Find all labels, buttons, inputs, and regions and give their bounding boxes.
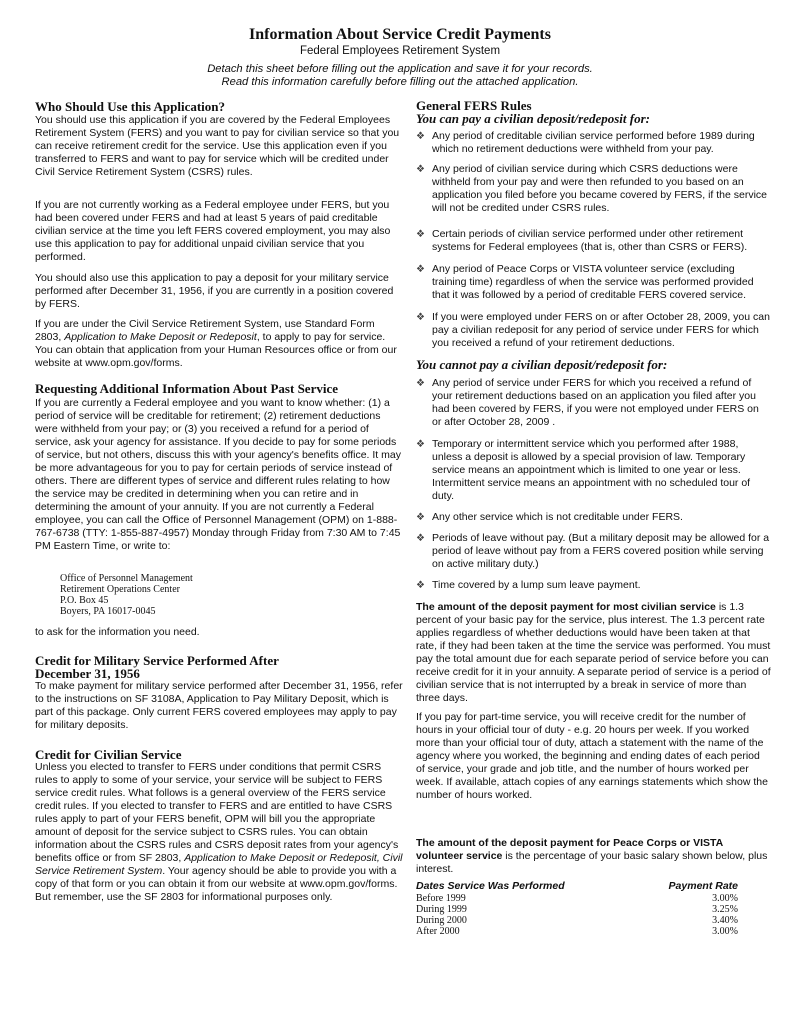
instruction-line-1: Detach this sheet before filling out the application and save it for your records. bbox=[207, 63, 593, 75]
page-title: Information About Service Credit Payments bbox=[249, 26, 551, 43]
text: is the percentage of your basic salary shown below, plus interest. bbox=[416, 850, 768, 875]
text: If you are under the Civil Service Retirement System, use Standard Form 2803, bbox=[35, 318, 375, 343]
bullet-star-icon: ❖ bbox=[416, 439, 425, 450]
who-paragraph-3: You should also use this application to pay a deposit for your military service performed after December 31, 1956, if you are currently in a position covered by FERS. bbox=[35, 272, 394, 310]
list-item bbox=[416, 438, 771, 503]
item-text: Any period of service under FERS for which you received a refund of your retirement deductions based on an application you filed after you had been covered by FERS, if you were not employed under FERS on or after October 28, 2009 . bbox=[432, 377, 759, 428]
who-paragraph-2: If you are not currently working as a Federal employee under FERS, but you had been covered under FERS and had at least 5 years of paid creditable civilian service at the time you left FERS covered employment, you may also use this application to pay for additional unpaid civilian service that you performed. bbox=[35, 199, 391, 263]
list-item bbox=[416, 163, 771, 215]
table-row bbox=[416, 926, 738, 937]
requesting-paragraph: If you are currently a Federal employee and you want to know whether: (1) a period of service will be creditable for retirement; (2) retirement deductions were withheld from your pay; or (3) you received a refund for a period of service, ask your agency for assistance. If you decide to pay for some periods of service, but not others, discuss this with your agency's benefits office. It may be more advantageous for you to pay for certain periods of service instead of others. There are different types of service and different rules relating to how the service may be credited in determining when you can retire and in determining the amount of your annuity. If you are not currently a Federal employee, you can call the Office of Personnel Management (OPM) on 1-888-767-6738 (TTY: 1-855-887-4957) Monday through Friday from 7:30 AM to 7:45 PM Eastern Time, or write to: bbox=[35, 397, 401, 552]
table-row bbox=[416, 893, 738, 904]
item-text: Any other service which is not creditable under FERS. bbox=[432, 511, 683, 523]
item-text: If you were employed under FERS on or after October 28, 2009, you can pay a civilian redeposit for any period of service under FERS for which you received a refund of your retirement deductions. bbox=[432, 311, 770, 349]
address-line: P.O. Box 45 bbox=[60, 595, 109, 606]
period: During 1999 bbox=[416, 904, 467, 915]
item-text: Any period of civilian service during which CSRS deductions were withheld from your pay and were then refunded to you based on an application you filed before you became covered by FERS, if the service will not be credited under CSRS rules. bbox=[432, 163, 768, 214]
text: is 1.3 percent of your basic pay for the service, plus interest. The 1.3 percent rate applies regardless of whether deductions would have been taken at that rate, if they had been taken at the time the service was performed. You must pay the total amount due for each separate period of service before you can receive credit for it in your annuity. A separate period of service is a period of civilian service that is not interrupted by a break in service of more than three days. bbox=[416, 601, 771, 704]
period: During 2000 bbox=[416, 915, 467, 926]
period: After 2000 bbox=[416, 926, 460, 937]
who-heading: Who Should Use this Application? bbox=[35, 99, 226, 114]
list-item bbox=[416, 130, 771, 156]
column-header-dates: Dates Service Was Performed bbox=[416, 880, 565, 892]
form-title: Application to Make Deposit or Redeposit, Civil Service Retirement System bbox=[35, 852, 403, 877]
who-paragraph-4 bbox=[35, 318, 403, 370]
who-paragraph-1: You should use this application if you are covered by the Federal Employees Retirement System (FERS) and you want to pay for civilian service so that you can receive retirement credit for the service. Use this application even if you transferred to FERS and want to pay for service which will be credited under Civil Service Retirement System (CSRS) rules. bbox=[35, 114, 400, 178]
column-header-rate: Payment Rate bbox=[668, 880, 738, 892]
rate: 3.40% bbox=[712, 915, 738, 926]
table-header-row bbox=[416, 880, 738, 893]
item-text: Any period of creditable civilian service performed before 1989 during which no retirement deductions were withheld from your pay. bbox=[432, 130, 755, 155]
bullet-star-icon: ❖ bbox=[416, 229, 425, 240]
instruction-line-2: Read this information carefully before filling out the attached application. bbox=[221, 76, 579, 88]
mailing-address bbox=[60, 573, 193, 617]
fers-heading: General FERS Rules bbox=[416, 98, 532, 113]
list-item bbox=[416, 579, 771, 592]
rate: 3.25% bbox=[712, 904, 738, 915]
period: Before 1999 bbox=[416, 893, 466, 904]
heading-line: Credit for Military Service Performed After bbox=[35, 653, 279, 668]
address-line: Boyers, PA 16017-0045 bbox=[60, 606, 156, 617]
rate: 3.00% bbox=[712, 893, 738, 904]
item-text: Certain periods of civilian service performed under other retirement systems for Federal employees (that is, other than CSRS or FERS). bbox=[432, 228, 748, 253]
bold-lead: The amount of the deposit payment for Peace Corps or VISTA volunteer service bbox=[416, 837, 723, 862]
payment-rate-table bbox=[416, 880, 738, 937]
part-time-paragraph: If you pay for part-time service, you will receive credit for the number of hours in your official tour of duty - e.g. 20 hours per week. If you worked more than your official tour of duty, attach a statement with the name of the agency where you worked, the beginning and ending dates of each period of service, your grade and job title, and the number of hours worked per week. If available, attach copies of any earnings statements which show the number of hours worked. bbox=[416, 711, 768, 801]
item-text: Time covered by a lump sum leave payment. bbox=[432, 579, 641, 591]
can-pay-list bbox=[416, 130, 771, 350]
heading-line: December 31, 1956 bbox=[35, 666, 140, 681]
cannot-pay-heading: You cannot pay a civilian deposit/redeposit for: bbox=[416, 357, 668, 372]
cannot-pay-list bbox=[416, 377, 771, 592]
bullet-star-icon: ❖ bbox=[416, 264, 425, 275]
item-text: Temporary or intermittent service which you performed after 1988, unless a deposit is allowed by a special provision of law. Temporary service means an appointment which is limited to one year or less. Intermittent service means an appointment with no scheduled tour of duty. bbox=[432, 438, 751, 502]
bullet-star-icon: ❖ bbox=[416, 512, 425, 523]
rate: 3.00% bbox=[712, 926, 738, 937]
can-pay-heading: You can pay a civilian deposit/redeposit for: bbox=[416, 111, 650, 126]
requesting-closing: to ask for the information you need. bbox=[35, 626, 200, 638]
list-item bbox=[416, 228, 771, 254]
bullet-star-icon: ❖ bbox=[416, 533, 425, 544]
form-title: Application to Make Deposit or Redeposit bbox=[64, 331, 257, 343]
bullet-star-icon: ❖ bbox=[416, 580, 425, 591]
civilian-heading: Credit for Civilian Service bbox=[35, 747, 182, 762]
bullet-star-icon: ❖ bbox=[416, 164, 425, 175]
bullet-star-icon: ❖ bbox=[416, 378, 425, 389]
table-row bbox=[416, 904, 738, 915]
list-item bbox=[416, 377, 771, 429]
military-heading bbox=[35, 654, 403, 680]
bullet-star-icon: ❖ bbox=[416, 312, 425, 323]
text: Unless you elected to transfer to FERS under conditions that permit CSRS rules to apply to some of your service, your service will be subject to FERS service credit rules. What follows is a general overview of the FERS service credit rules. If you elected to transfer to FERS and are entitled to have CSRS rules apply to part of your FERS benefit, OPM will bill you the appropriate amount of deposit for the service subject to CSRS rules. You can obtain information about the CSRS rules and CSRS deposit rates from your agency's benefits office or from SF 2803, bbox=[35, 761, 399, 864]
address-line: Retirement Operations Center bbox=[60, 584, 180, 595]
civilian-paragraph bbox=[35, 761, 403, 904]
list-item bbox=[416, 311, 771, 350]
civilian-deposit-amount-paragraph bbox=[416, 601, 771, 705]
address-line: Office of Personnel Management bbox=[60, 573, 193, 584]
list-item bbox=[416, 532, 771, 571]
peace-corps-paragraph bbox=[416, 837, 771, 876]
item-text: Periods of leave without pay. (But a military deposit may be allowed for a period of leave without pay from a FERS covered position while serving on active military duty.) bbox=[432, 532, 770, 570]
table-row bbox=[416, 915, 738, 926]
page-subtitle: Federal Employees Retirement System bbox=[299, 45, 501, 57]
requesting-heading: Requesting Additional Information About Past Service bbox=[35, 381, 338, 396]
text: , to apply to pay for service. You can obtain that application from your Human Resources office or from our website at www.opm.gov/forms. bbox=[35, 331, 397, 369]
item-text: Any period of Peace Corps or VISTA volunteer service (excluding training time) regardless of when the service was performed provided that it was followed by a period of creditable FERS covered service. bbox=[432, 263, 754, 301]
bullet-star-icon: ❖ bbox=[416, 131, 425, 142]
military-paragraph: To make payment for military service performed after December 31, 1956, refer to the instructions on SF 3108A, Application to Pay Military Deposit, which is part of this package. Only current FERS covered employees may apply to pay for military deposits. bbox=[35, 680, 403, 731]
text: . Your agency should be able to provide you with a copy of that form or you can obtain it from our website at www.opm.gov/forms. But remember, use the SF 2803 for informational purposes only. bbox=[35, 865, 398, 903]
bold-lead: The amount of the deposit payment for most civilian service bbox=[416, 601, 716, 613]
list-item bbox=[416, 263, 771, 302]
list-item bbox=[416, 511, 771, 524]
